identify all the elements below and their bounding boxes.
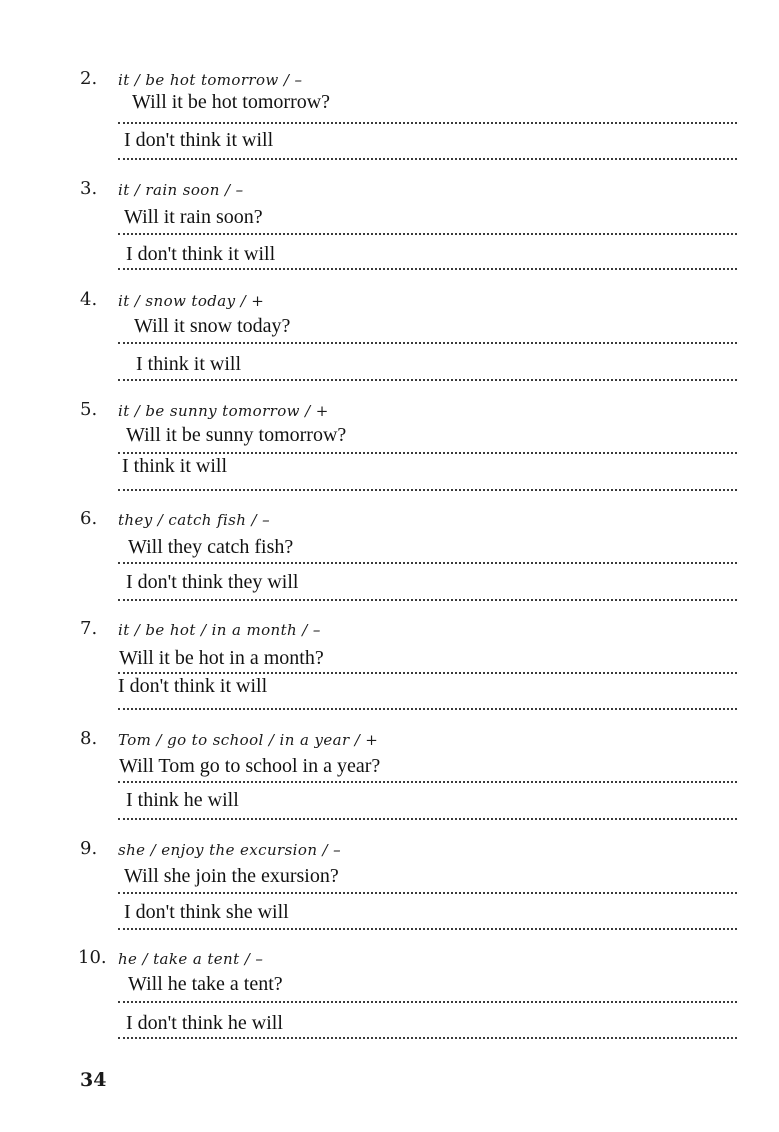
answer-line [118,233,737,235]
exercise-item [0,399,779,509]
answer-line [118,489,737,491]
answer-line [118,1001,737,1003]
question-answer: Will it be hot tomorrow? [132,91,331,113]
question-answer: Will it rain soon? [124,206,263,228]
reply-answer: I don't think it will [118,675,268,697]
reply-answer: I think it will [122,455,227,477]
exercise-prompt: he / take a tent / – [118,950,264,968]
exercise-item [0,289,779,399]
answer-line [118,818,737,820]
answer-line [118,892,737,894]
exercise-number: 5. [80,399,98,420]
exercise-prompt: it / be sunny tomorrow / + [118,402,329,420]
exercise-number: 2. [80,68,98,89]
answer-line [118,342,737,344]
exercise-item [0,178,779,288]
exercise-item [0,728,779,838]
exercise-number: 3. [80,178,98,199]
exercise-item [0,838,779,948]
exercise-number: 4. [80,289,98,310]
exercise-prompt: it / snow today / + [118,292,265,310]
exercise-item [0,508,779,618]
reply-answer: I don't think he will [126,1012,283,1034]
question-answer: Will it snow today? [134,315,291,337]
question-answer: Will they catch fish? [128,536,294,558]
exercise-item [0,618,779,728]
exercise-number: 6. [80,508,98,529]
page-number: 34 [80,1069,107,1091]
answer-line [118,379,737,381]
answer-line [118,599,737,601]
exercise-prompt: it / rain soon / – [118,181,244,199]
exercise-prompt: it / be hot / in a month / – [118,621,321,639]
exercise-prompt: they / catch fish / – [118,511,271,529]
answer-line [118,268,737,270]
exercise-number: 8. [80,728,98,749]
question-answer: Will Tom go to school in a year? [119,755,381,777]
reply-answer: I think it will [136,353,241,375]
question-answer: Will it be hot in a month? [119,647,324,669]
exercise-number: 7. [80,618,98,639]
exercise-item [0,68,779,178]
exercise-prompt: it / be hot tomorrow / – [118,71,303,89]
reply-answer: I don't think it will [124,129,274,151]
reply-answer: I don't think she will [124,901,289,923]
answer-line [118,158,737,160]
answer-line [118,928,737,930]
reply-answer: I don't think they will [126,571,299,593]
question-answer: Will it be sunny tomorrow? [126,424,347,446]
answer-line [118,1037,737,1039]
exercise-number: 9. [80,838,98,859]
question-answer: Will she join the exursion? [124,865,339,887]
reply-answer: I think he will [126,789,239,811]
reply-answer: I don't think it will [126,243,276,265]
exercise-prompt: she / enjoy the excursion / – [118,841,342,859]
answer-line [118,122,737,124]
answer-line [118,781,737,783]
answer-line [118,562,737,564]
exercise-number: 10. [78,947,107,968]
answer-line [118,708,737,710]
question-answer: Will he take a tent? [128,973,283,995]
exercise-item [0,947,779,1057]
exercise-prompt: Tom / go to school / in a year / + [118,731,379,749]
